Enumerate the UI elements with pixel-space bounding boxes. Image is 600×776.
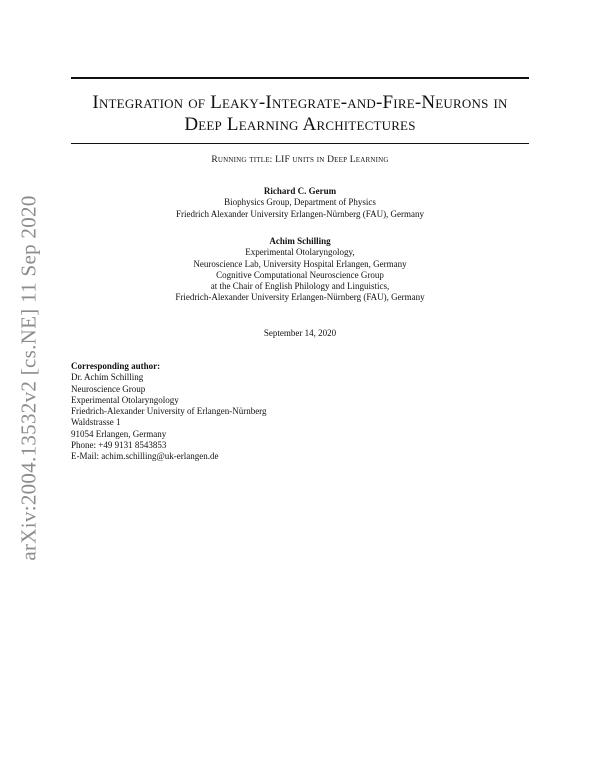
author-name: Achim Schilling [269, 236, 331, 246]
corresponding-line: Phone: +49 9131 8543853 [71, 440, 167, 451]
corresponding-heading: Corresponding author: [71, 361, 161, 371]
title-rule-bottom [71, 143, 529, 144]
corresponding-email: E-Mail: achim.schilling@uk-erlangen.de [71, 451, 219, 462]
affiliation-line: Experimental Otolaryngology, [245, 247, 355, 258]
corresponding-line: Experimental Otolaryngology [71, 394, 179, 405]
affiliation-line: Neuroscience Lab, University Hospital Erlangen, Germany [193, 258, 407, 269]
corresponding-line: Friedrich-Alexander University of Erlangen-Nürnberg [71, 406, 267, 417]
author-block-schilling [60, 236, 540, 304]
paper-title-line-1: Integration of Leaky-Integrate-and-Fire-Neurons in [92, 92, 508, 113]
paper-title-line-2: Deep Learning Architectures [184, 114, 416, 135]
arxiv-sidebar [5, 0, 45, 776]
corresponding-line: Waldstrasse 1 [71, 417, 121, 428]
affiliation-line: Cognitive Computational Neuroscience Group [216, 269, 384, 280]
affiliation-line: Biophysics Group, Department of Physics [224, 197, 376, 208]
affiliation-line: at the Chair of English Philology and Linguistics, [210, 281, 390, 292]
corresponding-line: Dr. Achim Schilling [71, 372, 144, 383]
corresponding-line: 91054 Erlangen, Germany [71, 428, 167, 439]
author-block-gerum [60, 186, 540, 220]
running-title: Running title: LIF units in Deep Learning [211, 155, 389, 165]
affiliation-line: Friedrich Alexander University Erlangen-Nürnberg (FAU), Germany [175, 208, 425, 219]
paper-title [60, 92, 540, 136]
corresponding-line: Neuroscience Group [71, 383, 146, 394]
title-rule-top [71, 77, 529, 79]
author-name: Richard C. Gerum [263, 186, 337, 196]
affiliation-line: Friedrich-Alexander University Erlangen-Nürnberg (FAU), Germany [175, 292, 425, 303]
paper-date: September 14, 2020 [263, 328, 337, 338]
arxiv-identifier: arXiv:2004.13532v2 [cs.NE] 11 Sep 2020 [16, 195, 41, 561]
corresponding-author-block [71, 361, 267, 463]
